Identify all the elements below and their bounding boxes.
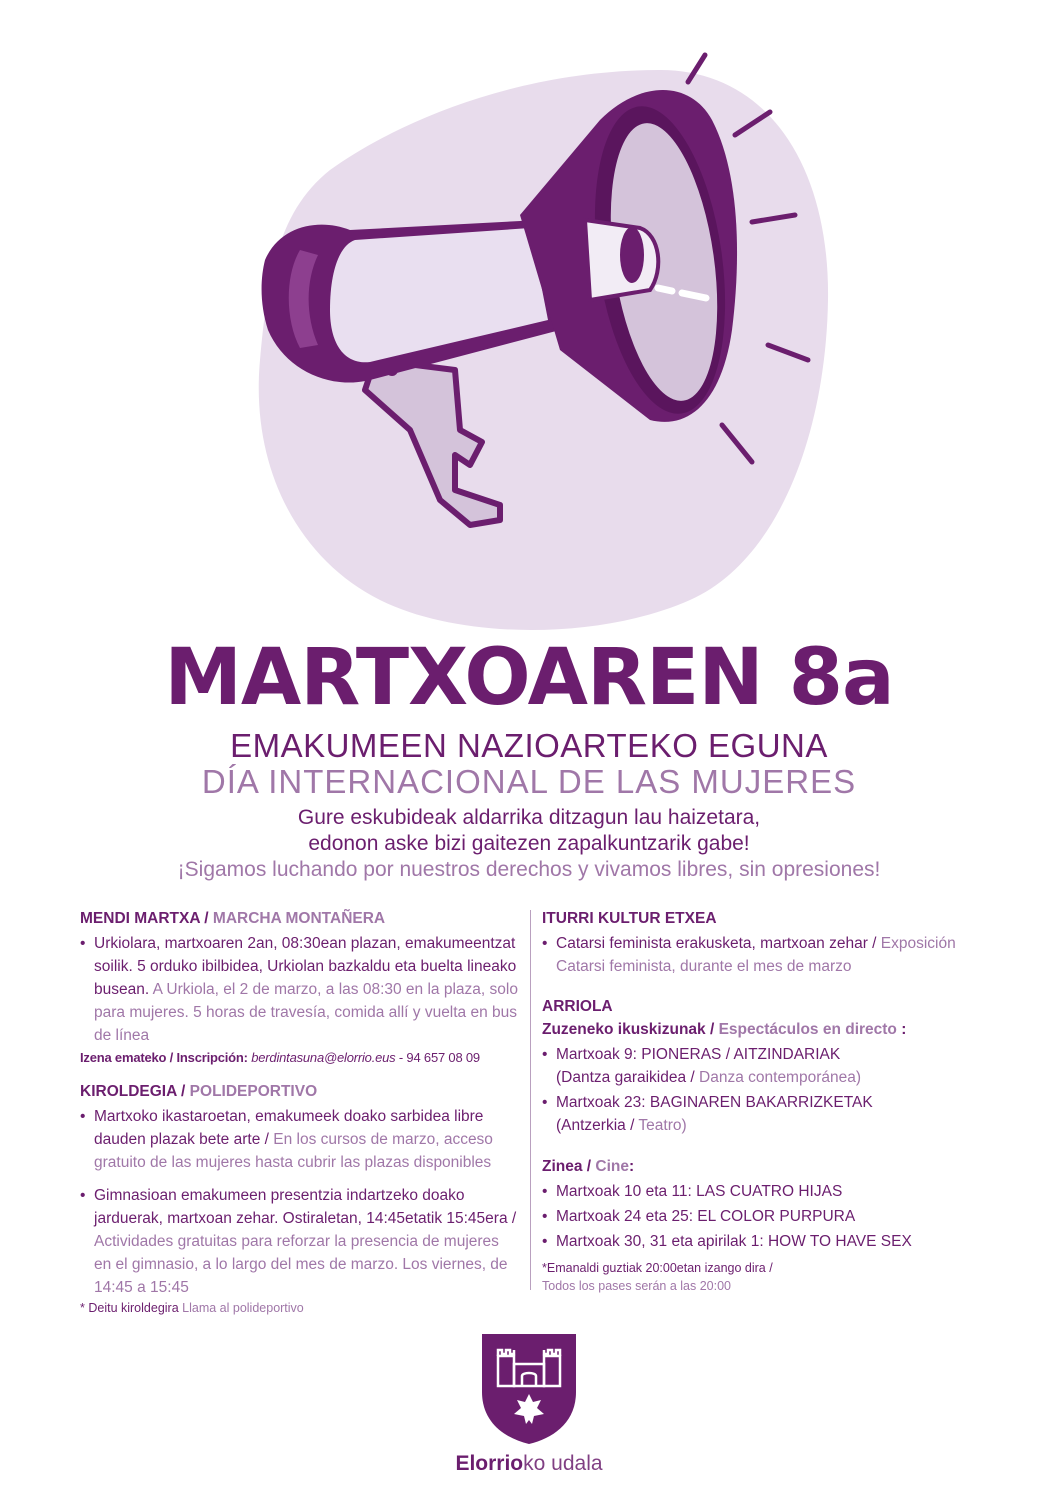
zinea-note: *Emanaldi guztiak 20:00etan izango dira / Todos los pases serán a las 20:00 bbox=[542, 1261, 773, 1293]
page-title: MARTXOAREN 8a bbox=[164, 633, 894, 723]
registration-line: Izena emateko / Inscripción: berdintasuna@elorrio.eus - 94 657 08 09 bbox=[80, 1050, 480, 1065]
right-column bbox=[542, 908, 982, 1295]
kiroldegia-item-2: • Gimnasioan emakumeen presentzia indartzeko doako jarduerak, martxoan zehar. Ostiraletan, 14:45etatik 15:45era / Actividades gratuitas para reforzar la presencia de mujeres en el gimnasio, a lo largo del mes de marzo. Los viernes, de 14:45 a 15:45 bbox=[80, 1184, 520, 1299]
zinea-subheading: Zinea / Cine: bbox=[542, 1158, 635, 1175]
slogan-basque-line1: Gure eskubideak aldarrika ditzagun lau haizetara, bbox=[297, 806, 761, 829]
iturri-item: • Catarsi feminista erakusketa, martxoan zehar / Exposición Catarsi feminista, durante el mes de marzo bbox=[542, 932, 982, 978]
arriola-item-1-note: (Dantza garaikidea / Danza contemporánea) bbox=[556, 1069, 862, 1086]
film-item: • Martxoak 10 eta 11: LAS CUATRO HIJAS bbox=[542, 1180, 982, 1203]
arriola-item-2: • Martxoak 23: BAGINAREN BAKARRIZKETAK bbox=[542, 1091, 982, 1114]
registration-phone: - 94 657 08 09 bbox=[395, 1050, 480, 1065]
subtitle-basque: EMAKUMEEN NAZIOARTEKO EGUNA bbox=[230, 727, 828, 764]
iturri-heading: ITURRI KULTUR ETXEA bbox=[542, 910, 717, 927]
mendi-item: • Urkiolara, martxoaren 2an, 08:30ean plazan, emakumeentzat soilik. 5 orduko ibilbidea, Urkiolan bazkaldu eta buelta lineako busean. A Urkiola, el 2 de marzo, a las 08:30 en la plaza, solo para mujeres. 5 horas de travesía, comida allí y vuelta en bus de línea bbox=[80, 932, 520, 1047]
arriola-heading: ARRIOLA bbox=[542, 998, 613, 1015]
left-column bbox=[80, 908, 520, 1317]
kiroldegia-heading: KIROLDEGIA / POLIDEPORTIVO bbox=[80, 1083, 318, 1100]
film-item: • Martxoak 24 eta 25: EL COLOR PURPURA bbox=[542, 1205, 982, 1228]
arriola-item-2-note: (Antzerkia / Teatro) bbox=[556, 1117, 687, 1134]
registration-email[interactable]: berdintasuna@elorrio.eus bbox=[251, 1050, 396, 1065]
kiroldegia-item-1: • Martxoko ikastaroetan, emakumeek doako sarbidea libre dauden plazak bete arte / En los cursos de marzo, acceso gratuito de las mujeres hasta cubrir las plazas disponibles bbox=[80, 1105, 520, 1174]
megaphone-illustration bbox=[0, 0, 1058, 640]
arriola-item-1: • Martxoak 9: PIONERAS / AITZINDARIAK bbox=[542, 1043, 982, 1066]
logo-text: Elorrioko udala bbox=[455, 1452, 603, 1475]
slogan-basque-line2: edonon aske bizi gaitezen zapalkuntzarik gabe! bbox=[308, 832, 750, 855]
slogan-spanish: ¡Sigamos luchando por nuestros derechos y vivamos libres, sin opresiones! bbox=[177, 858, 881, 881]
kiroldegia-note: * Deitu kiroldegira Llama al polideportivo bbox=[80, 1301, 304, 1315]
column-divider bbox=[530, 910, 531, 1290]
film-item: • Martxoak 30, 31 eta apirilak 1: HOW TO HAVE SEX bbox=[542, 1230, 982, 1253]
arriola-subheading: Zuzeneko ikuskizunak / Espectáculos en directo : bbox=[542, 1021, 907, 1038]
mendi-heading: MENDI MARTXA / MARCHA MONTAÑERA bbox=[80, 910, 386, 927]
slogan-basque bbox=[0, 805, 1058, 857]
elorrio-shield-icon bbox=[478, 1330, 580, 1446]
subtitle-spanish: DÍA INTERNACIONAL DE LAS MUJERES bbox=[201, 763, 857, 800]
